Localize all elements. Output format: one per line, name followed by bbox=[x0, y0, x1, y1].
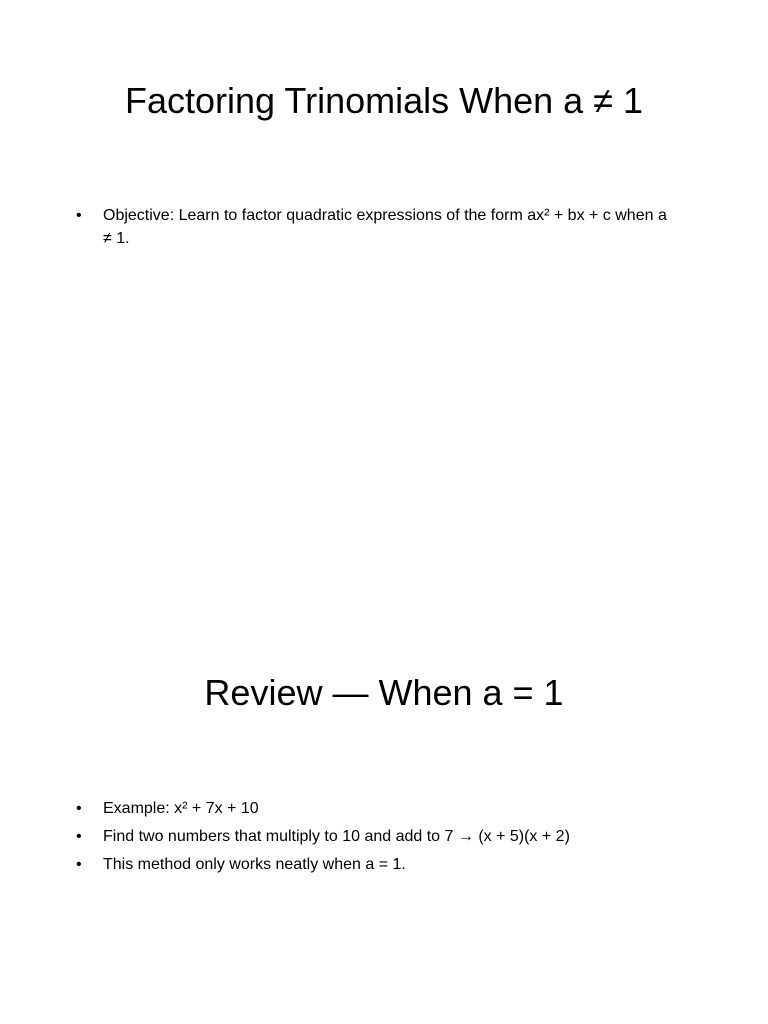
bullet-item bbox=[76, 797, 676, 820]
bullet-icon: • bbox=[76, 828, 82, 845]
bullet-item bbox=[76, 204, 676, 250]
bullet-text: Find two numbers that multiply to 10 and add to 7 → (x + 5)(x + 2) bbox=[103, 828, 570, 845]
bullet-list bbox=[76, 797, 676, 881]
bullet-icon: • bbox=[76, 800, 82, 817]
bullet-text: This method only works neatly when a = 1. bbox=[103, 856, 406, 873]
bullet-icon: • bbox=[76, 856, 82, 873]
bullet-icon: • bbox=[76, 207, 82, 224]
bullet-text: Example: x² + 7x + 10 bbox=[103, 800, 259, 817]
slide-2 bbox=[0, 512, 768, 1024]
bullet-list bbox=[76, 204, 676, 255]
bullet-text: Objective: Learn to factor quadratic expressions of the form ax² + bx + c when a ≠ 1. bbox=[103, 207, 667, 247]
bullet-item bbox=[76, 853, 676, 876]
slide-title: Factoring Trinomials When a ≠ 1 bbox=[125, 80, 643, 121]
slide-title: Review — When a = 1 bbox=[204, 672, 564, 713]
bullet-item bbox=[76, 825, 676, 848]
